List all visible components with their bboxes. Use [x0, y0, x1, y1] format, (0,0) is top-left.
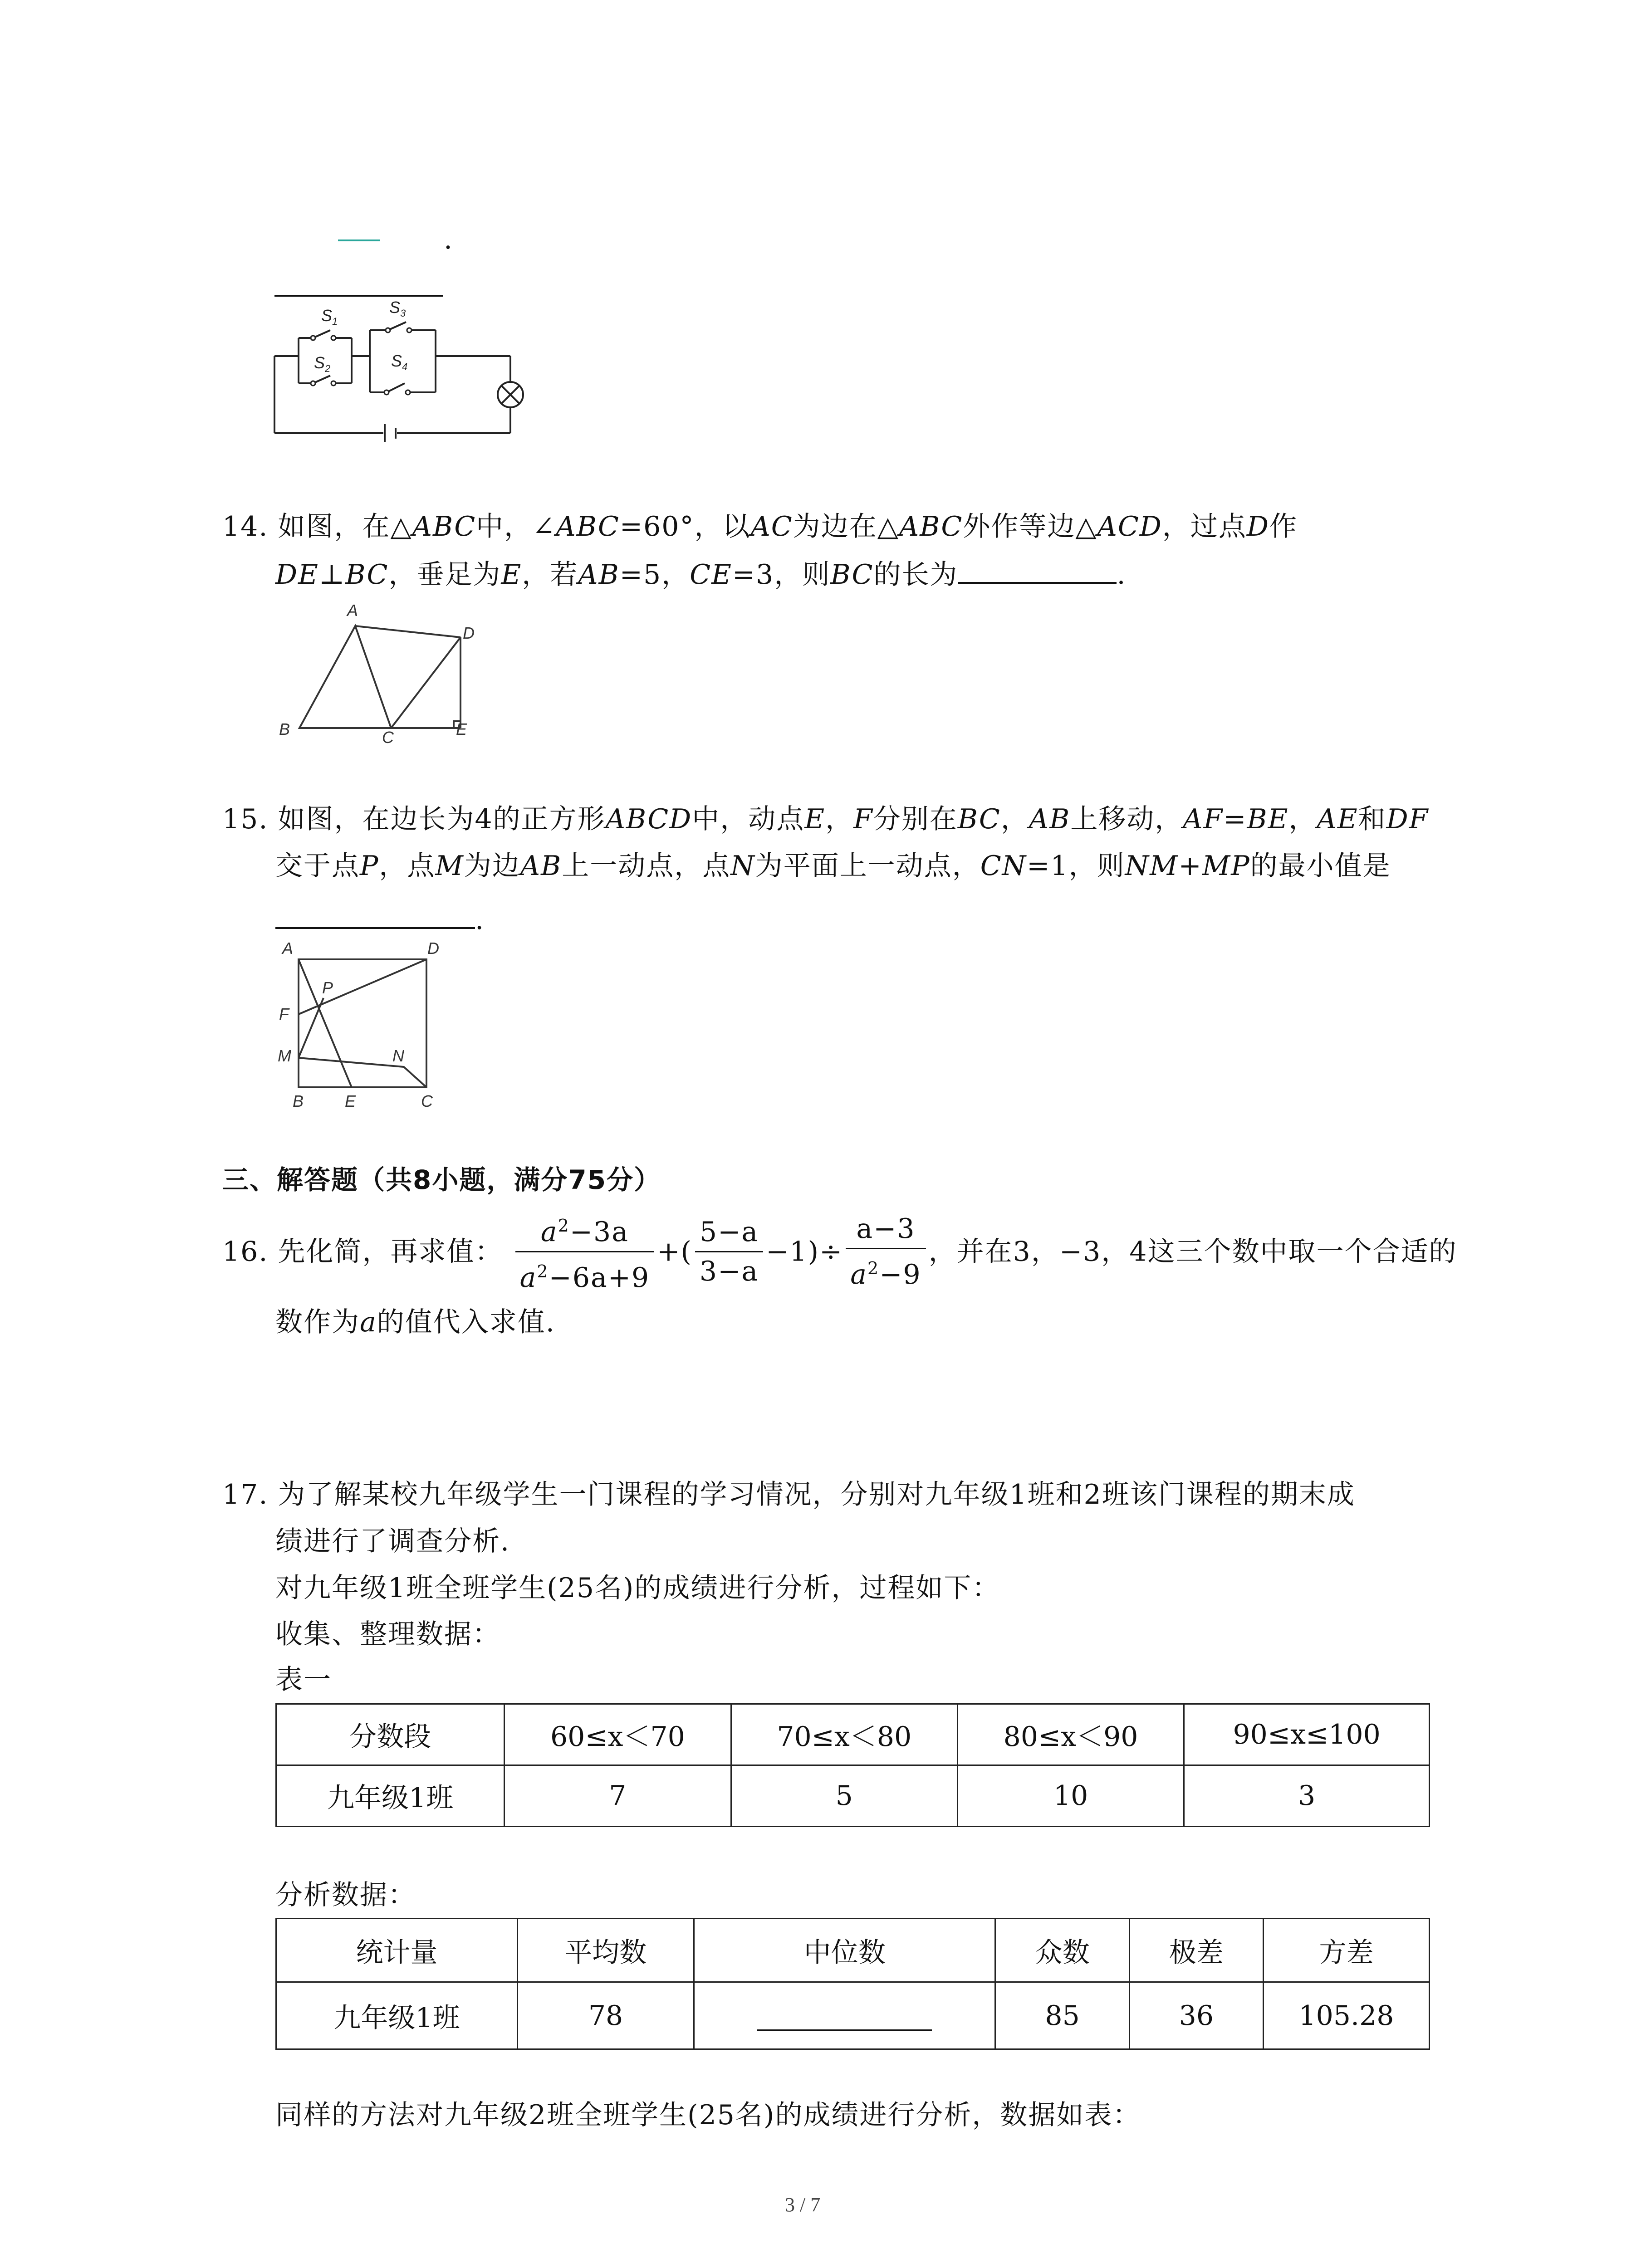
q15-label-d: D	[427, 939, 439, 958]
q15-answer-blank[interactable]	[275, 900, 475, 929]
table2-cell: 36	[1129, 1982, 1263, 2049]
table1-header: 80≤x＜90	[957, 1704, 1184, 1765]
switch-s3-label: $S_3$	[389, 298, 406, 319]
q15-line1: 15. 如图，在边长为4的正方形ABCD中，动点E，F分别在BC，AB上移动，AF=BE，AE和DF	[222, 803, 1429, 835]
table2-header: 众数	[995, 1919, 1129, 1982]
q16-fraction-1: $\frac{a^2-3a}{a^2-6a+9}$	[515, 1207, 655, 1297]
q15-label-p: P	[322, 978, 333, 997]
table2-cell: 九年级1班	[276, 1982, 518, 2049]
q15-label-c: C	[421, 1092, 433, 1110]
q15-number: 15.	[222, 803, 269, 835]
q14-label-e: E	[456, 720, 467, 738]
median-answer-cell[interactable]	[694, 1982, 995, 2049]
q15-label-a: A	[282, 939, 294, 958]
q15-label-n: N	[392, 1046, 404, 1065]
circuit-diagram	[268, 295, 540, 449]
q15-label-b: B	[293, 1092, 304, 1110]
table2-cell: 78	[517, 1982, 694, 2049]
q17-line4: 收集、整理数据：	[275, 1618, 500, 1650]
q17-number: 17.	[222, 1479, 269, 1510]
q14-number: 14.	[222, 511, 269, 543]
table2-header: 极差	[1129, 1919, 1263, 1982]
q14-label-a: A	[347, 601, 358, 620]
table2-cell: 105.28	[1263, 1982, 1429, 2049]
table1-header: 分数段	[276, 1704, 505, 1765]
q15-label-f: F	[279, 1005, 289, 1023]
table1-cell: 九年级1班	[276, 1765, 505, 1827]
table2-header: 平均数	[517, 1919, 694, 1982]
switch-s4-label: $S_4$	[391, 352, 408, 372]
score-distribution-table	[275, 1703, 1430, 1827]
statistics-table	[275, 1918, 1430, 2050]
q17-line3: 对九年级1班全班学生(25名)的成绩进行分析，过程如下：	[275, 1572, 1000, 1604]
q14-line2: DE⊥BC，垂足为E，若AB=5，CE=3，则BC的长为 .	[275, 551, 1127, 599]
q16-number: 16.	[222, 1236, 269, 1268]
q15-answer-row: .	[275, 896, 485, 944]
table1-cell: 3	[1184, 1765, 1430, 1827]
q16-line2: 数作为a的值代入求值.	[275, 1306, 555, 1338]
table1-cell: 5	[731, 1765, 957, 1827]
table1-header: 90≤x≤100	[1184, 1704, 1430, 1765]
q15-line2: 交于点P，点M为边AB上一动点，点N为平面上一动点，CN=1，则NM+MP的最小值是	[275, 850, 1391, 882]
table2-header: 中位数	[694, 1919, 995, 1982]
q16-fraction-2: $\frac{5-a}{3-a}$	[695, 1213, 763, 1290]
q13-end-dot: .	[444, 224, 454, 255]
q16-fraction-3: $\frac{a-3}{a^2-9}$	[846, 1210, 926, 1294]
q14-label-c: C	[382, 728, 394, 747]
q17-last-line: 同样的方法对九年级2班全班学生(25名)的成绩进行分析，数据如表：	[275, 2099, 1141, 2131]
q14-label-d: D	[463, 624, 475, 642]
q15-square-figure	[272, 934, 476, 1116]
table2-header: 方差	[1263, 1919, 1429, 1982]
median-answer-blank[interactable]	[757, 1993, 932, 2031]
q14-line1: 14. 如图，在△ABC中，∠ABC=60°，以AC为边在△ABC外作等边△ACD，过点D作	[222, 511, 1298, 543]
section-3-title: 三、解答题（共8小题，满分75分）	[222, 1164, 661, 1195]
q14-label-b: B	[279, 720, 290, 738]
q14-answer-blank[interactable]	[958, 555, 1117, 584]
page-number: 3 / 7	[785, 2194, 821, 2216]
q17-line2: 绩进行了调查分析.	[275, 1525, 510, 1557]
analysis-caption: 分析数据：	[275, 1879, 416, 1911]
q15-label-m: M	[278, 1046, 291, 1065]
q16-line1: 16. 先化简，再求值： $\frac{a^2-3a}{a^2-6a+9}$ +( $\frac{5-a}{3-a}$ −1)÷ $\frac{a-3}{a^2-9}$ ，并在3，−3，4这三个数中取一个合适的	[222, 1207, 1457, 1297]
table1-cell: 10	[957, 1765, 1184, 1827]
q15-label-e: E	[345, 1092, 356, 1110]
table2-header: 统计量	[276, 1919, 518, 1982]
q14-triangle-figure	[272, 599, 490, 748]
table1-header: 60≤x＜70	[505, 1704, 731, 1765]
table2-cell: 85	[995, 1982, 1129, 2049]
table1-cell: 7	[505, 1765, 731, 1827]
switch-s1-label: $S_1$	[321, 306, 338, 327]
q13-answer-mark	[338, 240, 380, 241]
q17-line1: 17. 为了解某校九年级学生一门课程的学习情况，分别对九年级1班和2班该门课程的期末成	[222, 1479, 1355, 1510]
table1-header: 70≤x＜80	[731, 1704, 957, 1765]
switch-s2-label: $S_2$	[314, 353, 331, 374]
table1-caption: 表一	[275, 1664, 332, 1696]
